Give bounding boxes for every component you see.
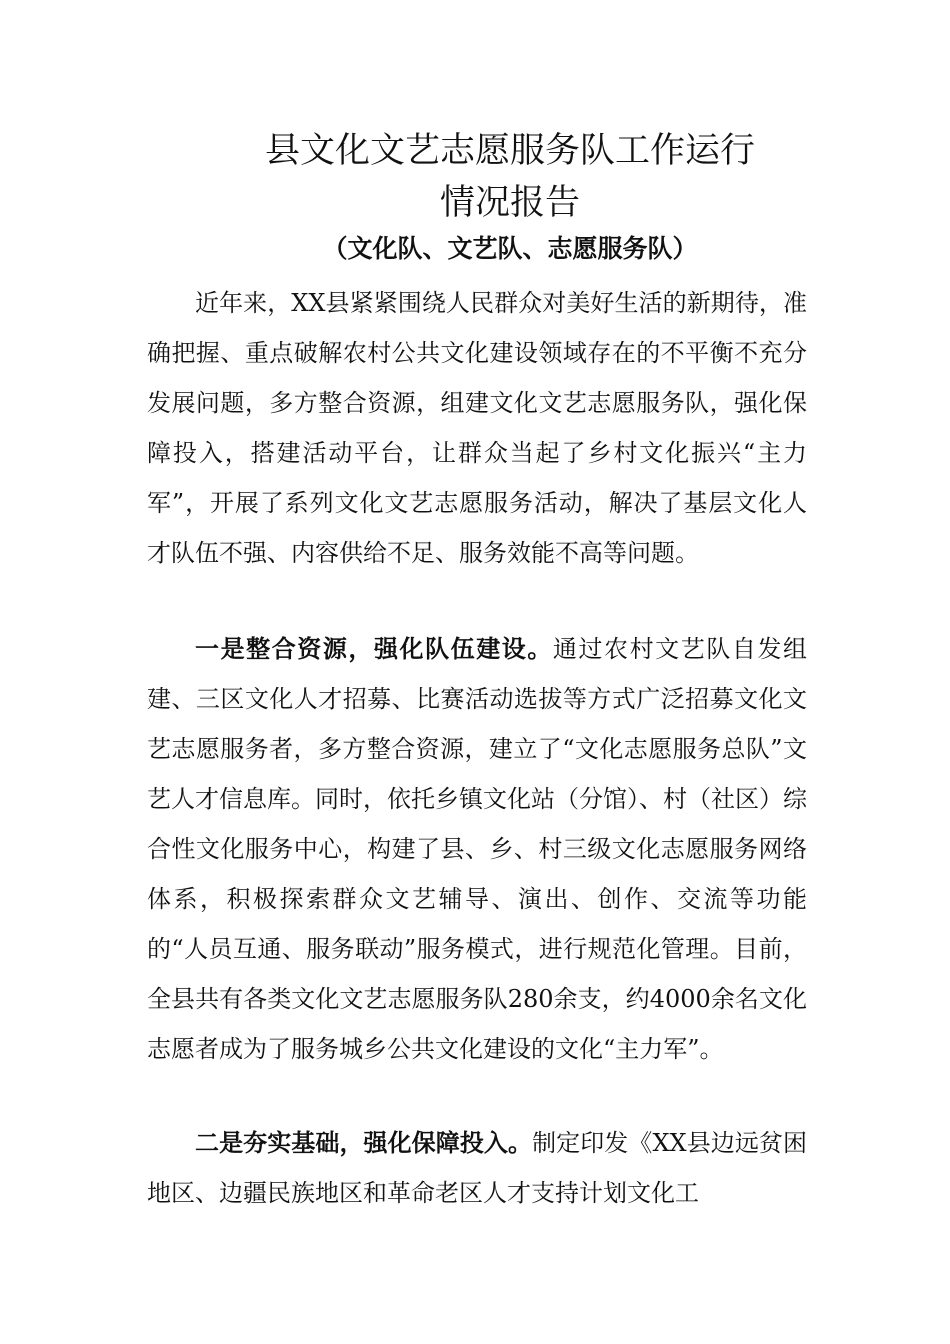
paragraph-lead: 二是夯实基础，强化保障投入。: [195, 1129, 533, 1157]
paragraph-intro: [147, 278, 807, 578]
paragraph-text: 近年来，XX县紧紧围绕人民群众对美好生活的新期待，准确把握、重点破解农村公共文化建设领域存在的不平衡不充分发展问题，多方整合资源，组建文化文艺志愿服务队，强化保障投入，搭建活动平台，让群众当起了乡村文化振兴“主力军”，开展了系列文化文艺志愿服务活动，解决了基层文化人才队伍不强、内容供给不足、服务效能不高等问题。: [147, 289, 807, 567]
paragraph-foundation: [147, 1118, 807, 1218]
paragraph-text: 通过农村文艺队自发组建、三区文化人才招募、比赛活动选拔等方式广泛招募文化文艺志愿服务者，多方整合资源，建立了“文化志愿服务总队”文艺人才信息库。同时，依托乡镇文化站（分馆）、村（社区）综合性文化服务中心，构建了县、乡、村三级文化志愿服务网络体系，积极探索群众文艺辅导、演出、创作、交流等功能的“人员互通、服务联动”服务模式，进行规范化管理。目前，全县共有各类文化文艺志愿服务队280余支，约4000余名文化志愿者成为了服务城乡公共文化建设的文化“主力军”。: [147, 635, 808, 1063]
document-title-line-1: 县文化文艺志愿服务队工作运行: [264, 131, 755, 171]
paragraph-text: 制定印发《XX县边远贫困地区、边疆民族地区和革命老区人才支持计划文化工: [147, 1129, 808, 1207]
document-title-line-2: 情况报告: [439, 183, 580, 223]
paragraph-resources: [147, 624, 807, 1074]
paragraph-lead: 一是整合资源，强化队伍建设。: [195, 635, 553, 663]
document-subtitle: （文化队、文艺队、志愿服务队）: [322, 234, 698, 263]
